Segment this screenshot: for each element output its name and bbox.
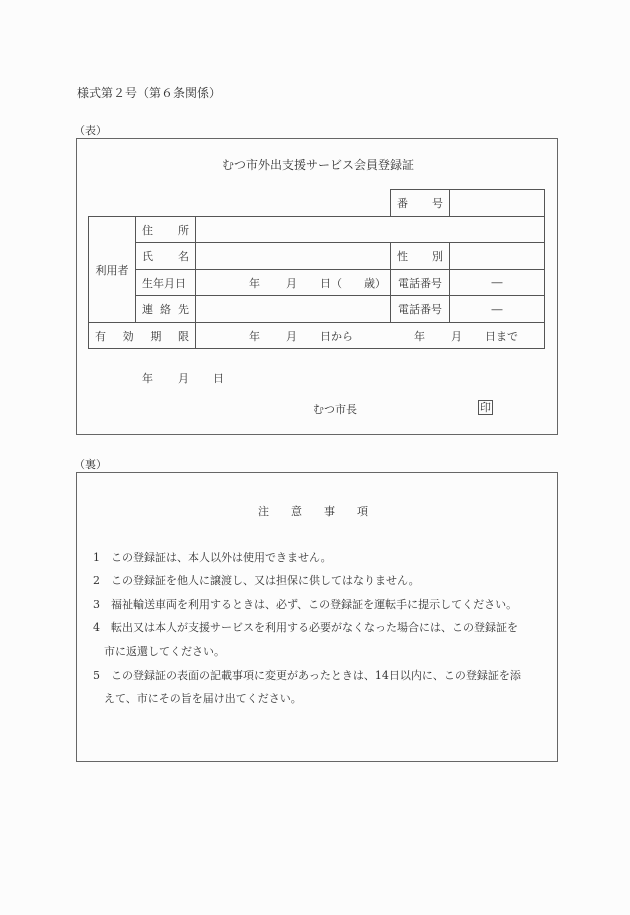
birth-month: 月 <box>286 276 297 290</box>
birth-field[interactable] <box>195 269 391 296</box>
note-item: 3 福祉輸送車両を利用するときは、必ず、この登録証を運転手に提示してください。 <box>93 598 518 611</box>
label-char: 先 <box>178 303 189 316</box>
issue-month: 月 <box>178 372 189 385</box>
label-char: 号 <box>432 197 443 210</box>
note-item: 2 この登録証を他人に譲渡し、又は担保に供してはなりません。 <box>93 574 420 587</box>
note-item: 4 転出又は本人が支援サービスを利用する必要がなくなった場合には、この登録証を <box>93 621 518 634</box>
birth-label: 生年月日 <box>135 269 196 296</box>
label-char: 住 <box>142 223 153 237</box>
front-label: （表） <box>74 124 107 137</box>
label-char: 氏 <box>142 250 153 263</box>
phone-label: 電話番号 <box>390 269 450 296</box>
birth-day: 日（ <box>320 276 342 290</box>
gender-field[interactable] <box>449 242 545 270</box>
label-char: 所 <box>178 223 189 237</box>
label-char: 番 <box>397 197 408 210</box>
address-field[interactable] <box>195 216 545 243</box>
note-item: 市に返還してください。 <box>93 645 225 658</box>
label-char: 性 <box>397 250 408 263</box>
back-label: （裏） <box>74 458 107 471</box>
contact-field[interactable] <box>195 295 391 323</box>
gender-label <box>390 242 450 270</box>
issue-day: 日 <box>213 372 224 385</box>
from-day: 日から <box>320 329 353 343</box>
label-char: 名 <box>178 250 189 263</box>
issuer: むつ市長 <box>313 403 357 416</box>
from-year: 年 <box>249 329 260 343</box>
address-label <box>135 216 196 243</box>
label-char: 絡 <box>160 303 171 316</box>
user-group-label: 利用者 <box>88 216 136 323</box>
contact-label <box>135 295 196 323</box>
label-char: 効 <box>122 329 134 343</box>
contact-phone-label: 電話番号 <box>390 295 450 323</box>
to-month: 月 <box>451 329 462 343</box>
birth-year: 年 <box>249 276 260 290</box>
label-char: 別 <box>432 250 443 263</box>
to-year: 年 <box>414 329 425 343</box>
form-id: 様式第２号（第６条関係） <box>77 86 222 100</box>
label-char: 限 <box>177 329 189 343</box>
note-item: 5 この登録証の表面の記載事項に変更があったときは、14日以内に、この登録証を添 <box>93 669 521 682</box>
label-char: 期 <box>150 329 162 343</box>
seal-mark: 印 <box>480 401 491 414</box>
validity-field[interactable] <box>195 322 545 349</box>
to-day: 日まで <box>485 329 518 343</box>
number-field[interactable] <box>449 189 545 217</box>
title-char: 事 <box>324 505 335 518</box>
from-month: 月 <box>286 329 297 343</box>
title-char: 意 <box>291 505 302 518</box>
name-label <box>135 242 196 270</box>
label-char: 有 <box>95 329 106 343</box>
name-field[interactable] <box>195 242 391 270</box>
title-char: 項 <box>357 505 368 518</box>
notes-title <box>258 503 368 519</box>
number-label <box>390 189 450 217</box>
note-item: えて、市にその旨を届け出てください。 <box>93 692 302 705</box>
validity-label <box>88 322 196 349</box>
issue-year: 年 <box>142 372 153 385</box>
contact-phone-field[interactable]: ― <box>449 295 545 323</box>
note-item: 1 この登録証は、本人以外は使用できません。 <box>93 551 332 564</box>
phone-field[interactable]: ― <box>449 269 545 296</box>
card-title: むつ市外出支援サービス会員登録証 <box>222 158 415 172</box>
label-char: 連 <box>142 303 153 316</box>
title-char: 注 <box>258 505 269 518</box>
age: 歳） <box>364 276 386 290</box>
